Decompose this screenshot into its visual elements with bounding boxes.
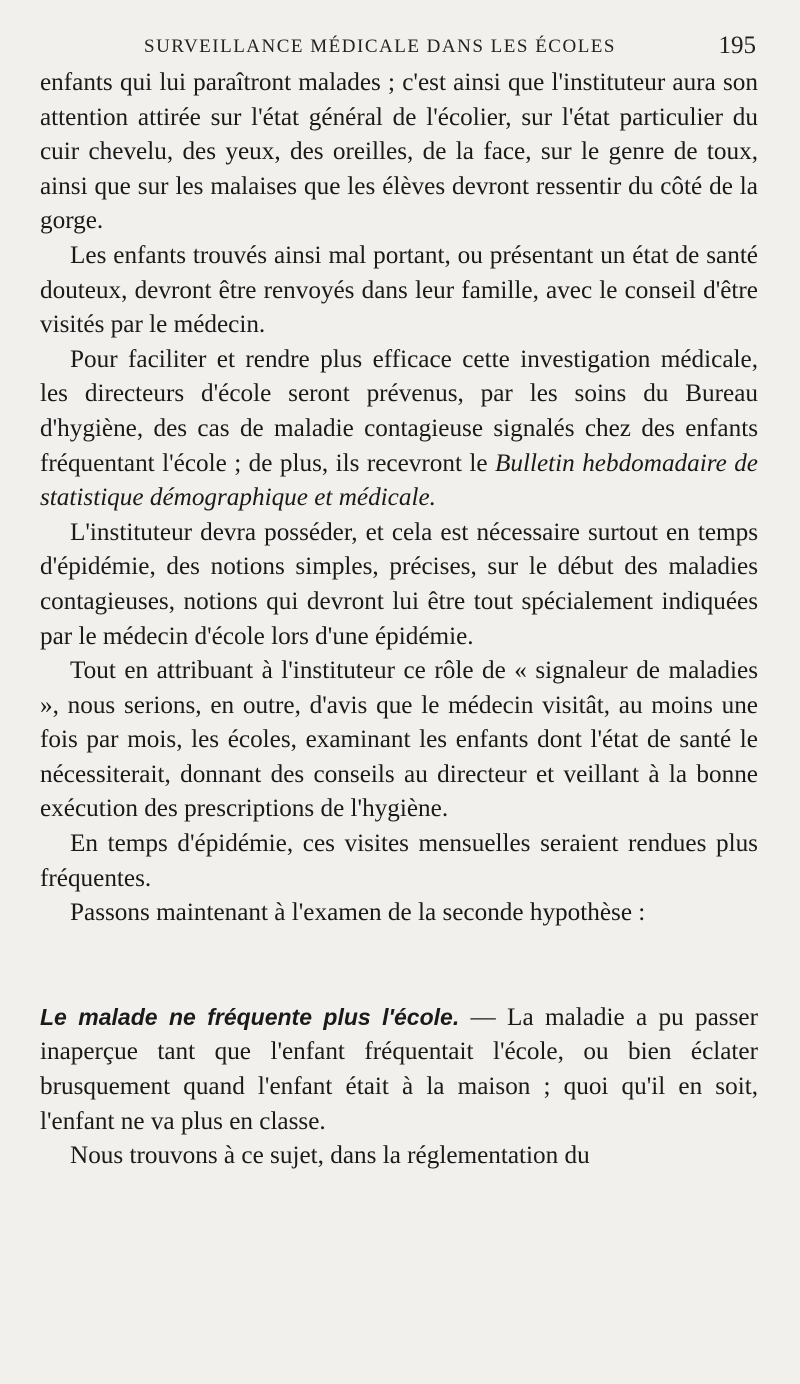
paragraph-6: En temps d'épidémie, ces visites mensuelles seraient rendues plus fréquentes. <box>40 830 758 892</box>
paragraph-7: Passons maintenant à l'examen de la seconde hypothèse : <box>70 899 646 927</box>
section-gap <box>40 931 758 1000</box>
paragraph-1: enfants qui lui paraîtront malades ; c'est ainsi que l'instituteur aura son attention attirée sur l'état général de l'écolier, sur l'état particulier du cuir chevelu, des yeux, des oreilles, de la face, sur le genre de toux, ainsi que sur les malaises que les élèves devront ressentir du côté de la gorge. <box>40 69 758 235</box>
paragraph-9: Nous trouvons à ce sujet, dans la réglementation du <box>70 1142 590 1170</box>
section-heading: Le malade ne fréquente plus l'école. <box>40 1003 460 1030</box>
paragraph-4: L'instituteur devra posséder, et cela est nécessaire surtout en temps d'épidémie, des notions simples, précises, sur le début des maladies contagieuses, notions qui devront lui être tout spécialement indiquées par le médecin d'école lors d'une épidémie. <box>40 518 758 650</box>
paragraph-8 <box>40 1000 758 1139</box>
body-text <box>40 66 758 1174</box>
paragraph-5: Tout en attribuant à l'instituteur ce rôle de « signaleur de maladies », nous serions, en outre, d'avis que le médecin visitât, au moins une fois par mois, les écoles, examinant les enfants dont l'état de santé le nécessiterait, donnant des conseils au directeur et veillant à la bonne exécution des prescriptions de l'hygiène. <box>40 657 758 823</box>
page-number: 195 <box>718 32 756 59</box>
page <box>40 30 758 1174</box>
paragraph-8-text: — La maladie a pu passer inaperçue tant que l'enfant fréquentait l'école, ou bien éclater brusquement quand l'enfant était à la maison ; quoi qu'il en soit, l'enfant ne va plus en classe. <box>40 1003 758 1135</box>
running-title: SURVEILLANCE MÉDICALE DANS LES ÉCOLES <box>144 36 616 57</box>
paragraph-3-text: Pour faciliter et rendre plus efficace cette investigation médicale, les directeurs d'école seront prévenus, par les soins du Bureau d'hygiène, des cas de maladie contagieuse signalés chez des enfants fréquentant l'école ; de plus, ils recevront le <box>40 345 758 477</box>
page-header <box>40 30 758 66</box>
paragraph-2: Les enfants trouvés ainsi mal portant, ou présentant un état de santé douteux, devront être renvoyés dans leur famille, avec le conseil d'être visités par le médecin. <box>40 241 758 339</box>
bulletin-title: Bulletin hebdomadaire de statistique démographique et médicale. <box>40 449 758 512</box>
paragraph-3 <box>40 343 758 516</box>
